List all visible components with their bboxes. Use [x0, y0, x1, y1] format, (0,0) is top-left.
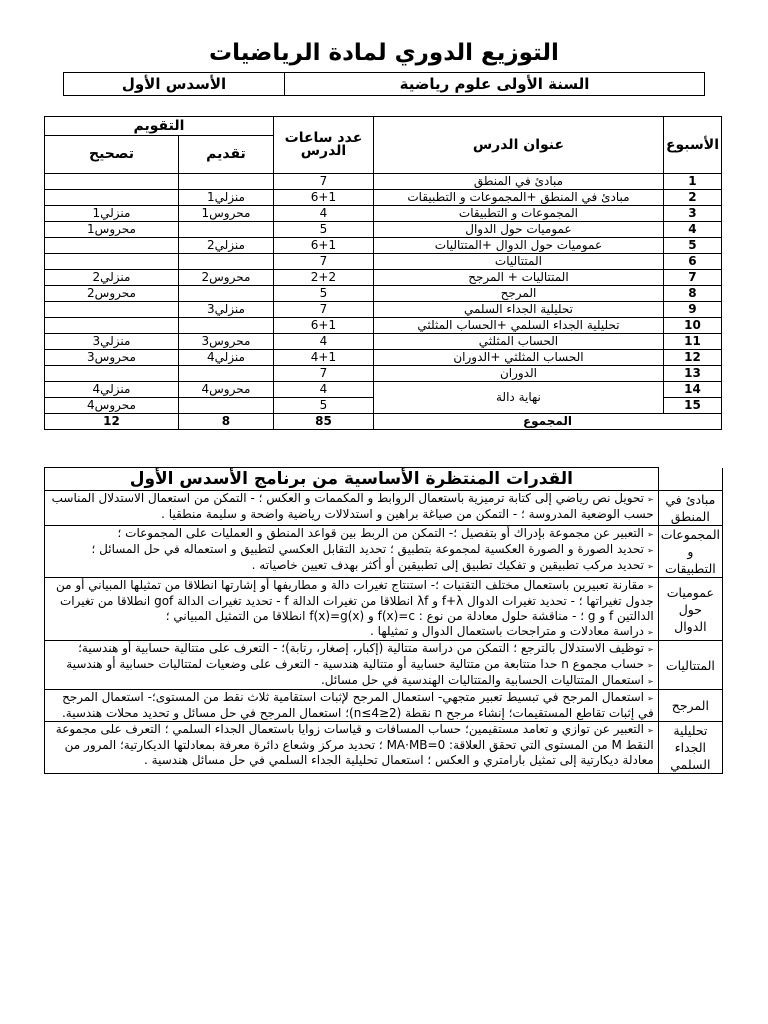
- submit-cell: منزلي3: [178, 302, 273, 318]
- correction-header: تصحيح: [45, 136, 179, 174]
- week-cell: 13: [663, 366, 721, 382]
- competency-row: [45, 641, 723, 690]
- total-label: المجموع: [373, 414, 721, 430]
- hours-cell: 6+1: [273, 318, 373, 334]
- hours-header: عدد ساعات الدرس: [273, 117, 373, 174]
- distribution-body: [45, 174, 722, 414]
- competency-description: [45, 690, 659, 722]
- correction-cell: منزلي1: [45, 206, 179, 222]
- submit-cell: [178, 254, 273, 270]
- submit-cell: منزلي1: [178, 190, 273, 206]
- table-row: [45, 254, 722, 270]
- lesson-cell: تحليلية الجداء السلمي +الحساب المثلثي: [373, 318, 663, 334]
- competencies-body: [45, 491, 723, 774]
- competency-line: ➢ استعمال المتتاليات الحسابية والمتتاليات الهندسية في حل مسائل.: [47, 673, 654, 689]
- competency-row: [45, 690, 723, 722]
- corner-blank: [658, 468, 722, 491]
- week-cell: 6: [663, 254, 721, 270]
- submit-cell: محروس4: [178, 382, 273, 398]
- hours-cell: 5: [273, 286, 373, 302]
- hours-cell: 7: [273, 174, 373, 190]
- competencies-table: [44, 467, 723, 774]
- correction-cell: منزلي3: [45, 334, 179, 350]
- week-cell: 10: [663, 318, 721, 334]
- table-row: [45, 190, 722, 206]
- competency-lesson: عموميات حول الدوال: [658, 578, 722, 641]
- hours-cell: 4: [273, 382, 373, 398]
- table-row: [45, 350, 722, 366]
- lesson-cell: عموميات حول الدوال +المتتاليات: [373, 238, 663, 254]
- competency-row: [45, 578, 723, 641]
- table-row: [45, 334, 722, 350]
- total-correction: 12: [45, 414, 179, 430]
- table-row: [45, 270, 722, 286]
- competency-description: [45, 578, 659, 641]
- week-cell: 11: [663, 334, 721, 350]
- hours-cell: 4: [273, 334, 373, 350]
- table-row: [45, 382, 722, 398]
- competency-line: ➢ دراسة معادلات و متراجحات باستعمال الدوال و تمثيلها .: [47, 624, 654, 640]
- competency-description: [45, 491, 659, 526]
- hours-cell: 7: [273, 254, 373, 270]
- submit-cell: [178, 318, 273, 334]
- hours-cell: 4+1: [273, 350, 373, 366]
- lesson-cell: الحساب المثلثي: [373, 334, 663, 350]
- hours-cell: 4: [273, 206, 373, 222]
- submit-cell: محروس2: [178, 270, 273, 286]
- total-submit: 8: [178, 414, 273, 430]
- lesson-cell: المتتاليات + المرجح: [373, 270, 663, 286]
- table-row: [45, 366, 722, 382]
- competency-row: [45, 722, 723, 774]
- hours-cell: 6+1: [273, 238, 373, 254]
- correction-cell: [45, 190, 179, 206]
- competency-row: [45, 491, 723, 526]
- lesson-cell: المرجح: [373, 286, 663, 302]
- correction-cell: [45, 302, 179, 318]
- lesson-cell: الدوران: [373, 366, 663, 382]
- competency-line: ➢ مقارنة تعبيرين باستعمال مختلف التقنيات ؛- استنتاج تغيرات دالة و مطاريفها أو إشارتها انطلاقا من تمثيلها المبياني أو من جدول تغيراتها ؛ - تحديد تغيرات الدوال f+λ و λf انطلاقا من تغيرات الدالة f - تحديد تغيرات الدالة gof انطلاقا من تغيرات الدالتين f و g ؛ - مناقشة حلول معادلة من نوع : f(x)=c و f(x)=g(x) انطلاقا من التمثيل المبياني ؛: [47, 578, 654, 624]
- week-cell: 5: [663, 238, 721, 254]
- lesson-cell: مبادئ في المنطق +المجموعات و التطبيقات: [373, 190, 663, 206]
- correction-cell: [45, 238, 179, 254]
- hours-cell: 7: [273, 302, 373, 318]
- evaluation-header: التقويم: [45, 117, 274, 136]
- correction-cell: محروس3: [45, 350, 179, 366]
- lesson-cell: المتتاليات: [373, 254, 663, 270]
- competency-description: [45, 526, 659, 578]
- submit-cell: [178, 174, 273, 190]
- lesson-cell: الحساب المثلثي +الدوران: [373, 350, 663, 366]
- correction-cell: منزلي4: [45, 382, 179, 398]
- competency-description: [45, 641, 659, 690]
- competency-line: ➢ حساب مجموع n حدا متتابعة من متتالية حسابية أو متتالية هندسية - التعرف على وضعيات لمتتاليات حسابية أو هندسية: [47, 657, 654, 673]
- competency-row: [45, 526, 723, 578]
- week-cell: 1: [663, 174, 721, 190]
- correction-cell: منزلي2: [45, 270, 179, 286]
- week-cell: 9: [663, 302, 721, 318]
- correction-cell: محروس2: [45, 286, 179, 302]
- submit-cell: منزلي2: [178, 238, 273, 254]
- lesson-cell: تحليلية الجداء السلمي: [373, 302, 663, 318]
- level-semester-table: [63, 72, 705, 96]
- correction-cell: [45, 318, 179, 334]
- table-row: [45, 174, 722, 190]
- competency-lesson: تحليلية الجداء السلمي: [658, 722, 722, 774]
- competency-line: ➢ تحديد الصورة و الصورة العكسية لمجموعة بتطبيق ؛ تحديد التقابل العكسي لتطبيق و استعماله في حل المسائل ؛: [47, 542, 654, 558]
- competency-line: ➢ التعبير عن توازي و تعامد مستقيمين؛ حساب المسافات و قياسات زوايا باستعمال الجداء السلمي ؛ التعرف على مجموعة النقط M من المستوى التي تحقق العلاقة: MA·MB=0 ؛ تحديد مركز وشعاع دائرة معرفة بمعادلتها الديكارتية؛ المرور من معادلة ديكارتية إلى تمثيل بارامتري و العكس ؛ استعمال تحليلية الجداء السلمي في حل مسائل هندسية .: [47, 722, 654, 768]
- competency-line: ➢ تحويل نص رياضي إلى كتابة ترميزية باستعمال الروابط و المكممات و العكس ؛ - التمكن من استعمال الاستدلال المناسب حسب الوضعية المدروسة ؛ - التمكن من صياغة براهين و استدلالات رياضية واضحة و سليمة منطقيا .: [47, 491, 654, 522]
- competency-line: ➢ تحديد مركب تطبيقين و تفكيك تطبيق إلى تطبيقين أو أكثر بهدف تعيين خاصياته .: [47, 558, 654, 574]
- week-cell: 14: [663, 382, 721, 398]
- correction-cell: [45, 366, 179, 382]
- submit-cell: [178, 398, 273, 414]
- correction-cell: محروس4: [45, 398, 179, 414]
- competencies-title: القدرات المنتظرة الأساسية من برنامج الأسدس الأول: [45, 468, 659, 491]
- competency-description: [45, 722, 659, 774]
- table-row: [45, 222, 722, 238]
- submit-cell: منزلي4: [178, 350, 273, 366]
- lesson-cell: مبادئ في المنطق: [373, 174, 663, 190]
- submit-cell: [178, 366, 273, 382]
- week-cell: 7: [663, 270, 721, 286]
- competency-lesson: المرجح: [658, 690, 722, 722]
- table-row: [45, 302, 722, 318]
- total-row: [45, 414, 722, 430]
- lesson-cell: المجموعات و التطبيقات: [373, 206, 663, 222]
- correction-cell: محروس1: [45, 222, 179, 238]
- submit-cell: [178, 222, 273, 238]
- table-row: [45, 238, 722, 254]
- competency-lesson: المجموعات و التطبيقات: [658, 526, 722, 578]
- competency-line: ➢ توظيف الاستدلال بالترجع ؛ التمكن من دراسة متتالية (إكبار، إصغار، رتابة)؛ - التعرف على متتالية حسابية أو هندسية؛: [47, 641, 654, 657]
- lesson-cell: نهاية دالة: [373, 382, 663, 414]
- week-cell: 3: [663, 206, 721, 222]
- correction-cell: [45, 254, 179, 270]
- week-cell: 2: [663, 190, 721, 206]
- hours-cell: 7: [273, 366, 373, 382]
- table-row: [45, 286, 722, 302]
- competency-line: ➢ التعبير عن مجموعة بإدراك أو بتفصيل ؛- التمكن من الربط بين قواعد المنطق و العمليات على المجموعات ؛: [47, 526, 654, 542]
- lesson-cell: عموميات حول الدوال: [373, 222, 663, 238]
- week-header: الأسبوع: [663, 117, 721, 174]
- week-cell: 8: [663, 286, 721, 302]
- week-cell: 4: [663, 222, 721, 238]
- week-cell: 15: [663, 398, 721, 414]
- competency-lesson: المتتاليات: [658, 641, 722, 690]
- submit-cell: محروس3: [178, 334, 273, 350]
- hours-cell: 5: [273, 222, 373, 238]
- table-row: [45, 206, 722, 222]
- hours-cell: 6+1: [273, 190, 373, 206]
- total-hours: 85: [273, 414, 373, 430]
- semester: الأسدس الأول: [64, 73, 285, 96]
- competency-lesson: مبادئ في المنطق: [658, 491, 722, 526]
- year-level: السنة الأولى علوم رياضية: [285, 73, 705, 96]
- submit-header: تقديم: [178, 136, 273, 174]
- week-cell: 12: [663, 350, 721, 366]
- competency-line: ➢ استعمال المرجح في تبسيط تعبير متجهي- استعمال المرجح لإثبات استقامية ثلاث نقط من المستوى؛- استعمال المرجح في إثبات تقاطع المستقيمات؛ إنشاء مرجح n نقطة (n≤4≥2)؛ استعمال المرجح في حل مسائل و تحديد محلات هندسية.: [47, 690, 654, 721]
- page-title: التوزيع الدوري لمادة الرياضيات: [209, 40, 559, 66]
- lesson-header: عنوان الدرس: [373, 117, 663, 174]
- submit-cell: [178, 286, 273, 302]
- hours-cell: 5: [273, 398, 373, 414]
- hours-cell: 2+2: [273, 270, 373, 286]
- submit-cell: محروس1: [178, 206, 273, 222]
- table-row: [45, 318, 722, 334]
- correction-cell: [45, 174, 179, 190]
- distribution-table: [44, 116, 722, 430]
